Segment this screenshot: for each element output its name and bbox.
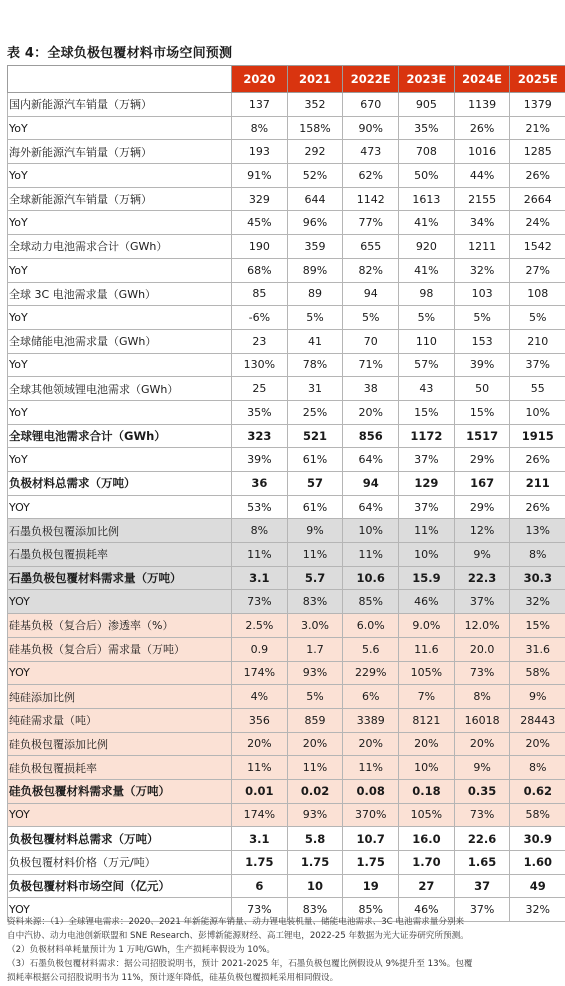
value-cell: 10% <box>510 400 565 424</box>
value-cell: 16.0 <box>399 827 455 851</box>
value-cell: 94 <box>343 282 399 306</box>
row-label: 石墨负极包覆添加比例 <box>8 519 232 543</box>
row-label: 全球其他领域锂电池需求（GWh） <box>8 377 232 401</box>
value-cell: 85% <box>343 898 399 922</box>
value-cell: 8% <box>454 685 510 709</box>
value-cell: 4% <box>232 685 288 709</box>
value-cell: 26% <box>510 495 565 519</box>
value-cell: 174% <box>232 803 288 827</box>
value-cell: 11% <box>399 519 455 543</box>
value-cell: 7% <box>399 685 455 709</box>
table-row <box>8 235 565 259</box>
row-label: 全球锂电池需求合计（GWh） <box>8 424 232 448</box>
value-cell: 3.1 <box>232 827 288 851</box>
value-cell: 1142 <box>343 187 399 211</box>
row-label: YOY <box>8 661 232 685</box>
value-cell: 32% <box>510 898 565 922</box>
value-cell: 35% <box>232 400 288 424</box>
value-cell: 16018 <box>454 708 510 732</box>
value-cell: 24% <box>510 211 565 235</box>
value-cell: 77% <box>343 211 399 235</box>
value-cell: 37% <box>454 590 510 614</box>
row-label: YoY <box>8 353 232 377</box>
note-line: 资料来源：（1）全球锂电需求：2020、2021 年新能源车销量、动力锂电装机量、储能电池需求、3C 电池需求量分别来 <box>7 917 465 927</box>
value-cell: 3.1 <box>232 566 288 590</box>
value-cell: 292 <box>287 140 343 164</box>
value-cell: 91% <box>232 164 288 188</box>
value-cell: 32% <box>454 258 510 282</box>
value-cell: 38 <box>343 377 399 401</box>
value-cell: 50 <box>454 377 510 401</box>
value-cell: 93% <box>287 803 343 827</box>
value-cell: 20% <box>343 732 399 756</box>
value-cell: 20% <box>399 732 455 756</box>
value-cell: 521 <box>287 424 343 448</box>
value-cell: 329 <box>232 187 288 211</box>
value-cell: 52% <box>287 164 343 188</box>
source-notes <box>7 915 565 985</box>
value-cell: 5.8 <box>287 827 343 851</box>
row-label: 纯硅需求量（吨） <box>8 708 232 732</box>
row-label: YOY <box>8 590 232 614</box>
table-row <box>8 116 565 140</box>
value-cell: 15% <box>399 400 455 424</box>
value-cell: 1.75 <box>287 851 343 875</box>
value-cell: 2.5% <box>232 614 288 638</box>
value-cell: 708 <box>399 140 455 164</box>
value-cell: 94 <box>343 472 399 496</box>
row-label: 全球新能源汽车销量（万辆） <box>8 187 232 211</box>
value-cell: 73% <box>454 803 510 827</box>
row-label: 硅负极包覆损耗率 <box>8 756 232 780</box>
value-cell: 1172 <box>399 424 455 448</box>
value-cell: 20% <box>454 732 510 756</box>
value-cell: 5.6 <box>343 637 399 661</box>
value-cell: 73% <box>232 898 288 922</box>
value-cell: 5% <box>454 306 510 330</box>
value-cell: 31.6 <box>510 637 565 661</box>
table-row <box>8 519 565 543</box>
value-cell: 53% <box>232 495 288 519</box>
table-row <box>8 329 565 353</box>
value-cell: 1211 <box>454 235 510 259</box>
value-cell: 1285 <box>510 140 565 164</box>
value-cell: 0.01 <box>232 779 288 803</box>
value-cell: 193 <box>232 140 288 164</box>
value-cell: 1139 <box>454 93 510 117</box>
value-cell: 110 <box>399 329 455 353</box>
table-row <box>8 685 565 709</box>
note-line: 自中汽协、动力电池创新联盟和 SNE Research、彭博新能源财经、高工锂电，2022-25 年数据为光大证券研究所预测。 <box>7 931 469 941</box>
value-cell: 36 <box>232 472 288 496</box>
value-cell: 655 <box>343 235 399 259</box>
row-label: YoY <box>8 306 232 330</box>
value-cell: -6% <box>232 306 288 330</box>
value-cell: 37% <box>510 353 565 377</box>
table-row <box>8 803 565 827</box>
value-cell: 11% <box>343 756 399 780</box>
row-label: YOY <box>8 898 232 922</box>
value-cell: 26% <box>454 116 510 140</box>
value-cell: 1.65 <box>454 851 510 875</box>
value-cell: 61% <box>287 448 343 472</box>
row-label: YoY <box>8 211 232 235</box>
value-cell: 644 <box>287 187 343 211</box>
value-cell: 11% <box>232 756 288 780</box>
value-cell: 2664 <box>510 187 565 211</box>
value-cell: 130% <box>232 353 288 377</box>
value-cell: 15% <box>454 400 510 424</box>
row-label: 负极包覆材料总需求（万吨） <box>8 827 232 851</box>
value-cell: 37% <box>399 495 455 519</box>
value-cell: 89% <box>287 258 343 282</box>
table-row <box>8 590 565 614</box>
value-cell: 85 <box>232 282 288 306</box>
value-cell: 8121 <box>399 708 455 732</box>
value-cell: 20% <box>343 400 399 424</box>
row-label: 国内新能源汽车销量（万辆） <box>8 93 232 117</box>
value-cell: 29% <box>454 448 510 472</box>
value-cell: 11% <box>232 543 288 567</box>
value-cell: 9% <box>454 756 510 780</box>
value-cell: 211 <box>510 472 565 496</box>
value-cell: 22.3 <box>454 566 510 590</box>
value-cell: 158% <box>287 116 343 140</box>
value-cell: 9% <box>510 685 565 709</box>
value-cell: 323 <box>232 424 288 448</box>
header-cell-2024e: 2024E <box>454 66 510 93</box>
value-cell: 39% <box>454 353 510 377</box>
value-cell: 28443 <box>510 708 565 732</box>
value-cell: 50% <box>399 164 455 188</box>
table-row <box>8 827 565 851</box>
table-row <box>8 424 565 448</box>
header-row <box>8 66 565 93</box>
value-cell: 37% <box>399 448 455 472</box>
value-cell: 90% <box>343 116 399 140</box>
table-row <box>8 708 565 732</box>
value-cell: 1613 <box>399 187 455 211</box>
value-cell: 55 <box>510 377 565 401</box>
value-cell: 27 <box>399 874 455 898</box>
value-cell: 1.70 <box>399 851 455 875</box>
value-cell: 1.75 <box>343 851 399 875</box>
value-cell: 25% <box>287 400 343 424</box>
value-cell: 859 <box>287 708 343 732</box>
row-label: YoY <box>8 116 232 140</box>
value-cell: 82% <box>343 258 399 282</box>
value-cell: 21% <box>510 116 565 140</box>
value-cell: 105% <box>399 803 455 827</box>
value-cell: 98 <box>399 282 455 306</box>
row-label: YOY <box>8 495 232 519</box>
value-cell: 5.7 <box>287 566 343 590</box>
table-row <box>8 756 565 780</box>
value-cell: 9.0% <box>399 614 455 638</box>
table-row <box>8 258 565 282</box>
value-cell: 85% <box>343 590 399 614</box>
table-row <box>8 448 565 472</box>
table-row <box>8 566 565 590</box>
table-row <box>8 661 565 685</box>
value-cell: 0.9 <box>232 637 288 661</box>
table-row <box>8 211 565 235</box>
note-line: （2）负极材料单耗量预计为 1 万吨/GWh，生产损耗率假设为 10%。 <box>7 945 275 955</box>
value-cell: 920 <box>399 235 455 259</box>
value-cell: 35% <box>399 116 455 140</box>
table-row <box>8 732 565 756</box>
value-cell: 25 <box>232 377 288 401</box>
value-cell: 58% <box>510 803 565 827</box>
value-cell: 0.02 <box>287 779 343 803</box>
header-cell-2022e: 2022E <box>343 66 399 93</box>
value-cell: 0.62 <box>510 779 565 803</box>
value-cell: 22.6 <box>454 827 510 851</box>
row-label: 负极包覆材料价格（万元/吨） <box>8 851 232 875</box>
value-cell: 73% <box>454 661 510 685</box>
value-cell: 20% <box>232 732 288 756</box>
value-cell: 129 <box>399 472 455 496</box>
value-cell: 30.3 <box>510 566 565 590</box>
table-row <box>8 400 565 424</box>
value-cell: 5% <box>343 306 399 330</box>
header-cell-2023e: 2023E <box>399 66 455 93</box>
row-label: 全球储能电池需求量（GWh） <box>8 329 232 353</box>
row-label: YoY <box>8 258 232 282</box>
value-cell: 1517 <box>454 424 510 448</box>
row-label: 硅负极包覆添加比例 <box>8 732 232 756</box>
header-cell-2020: 2020 <box>232 66 288 93</box>
table-row <box>8 282 565 306</box>
value-cell: 670 <box>343 93 399 117</box>
value-cell: 10 <box>287 874 343 898</box>
value-cell: 20% <box>510 732 565 756</box>
row-label: 硅负极包覆材料需求量（万吨） <box>8 779 232 803</box>
row-label: 硅基负极（复合后）需求量（万吨） <box>8 637 232 661</box>
value-cell: 32% <box>510 590 565 614</box>
table-row <box>8 306 565 330</box>
value-cell: 11.6 <box>399 637 455 661</box>
value-cell: 64% <box>343 495 399 519</box>
value-cell: 8% <box>232 519 288 543</box>
value-cell: 11% <box>343 543 399 567</box>
value-cell: 78% <box>287 353 343 377</box>
value-cell: 13% <box>510 519 565 543</box>
row-label: YoY <box>8 400 232 424</box>
value-cell: 10% <box>399 543 455 567</box>
note-line: （3）石墨负极包覆材料需求：据公司招股说明书，预计 2021-2025 年，石墨负极包覆比例假设从 9%提升至 13%。包覆 <box>7 959 473 969</box>
value-cell: 43 <box>399 377 455 401</box>
value-cell: 352 <box>287 93 343 117</box>
value-cell: 30.9 <box>510 827 565 851</box>
value-cell: 8% <box>510 756 565 780</box>
table-row <box>8 495 565 519</box>
note-line: 损耗率根据公司招股说明书为 11%，预计逐年降低，硅基负极包覆损耗采用相同假设。 <box>7 973 339 983</box>
table-row <box>8 874 565 898</box>
value-cell: 229% <box>343 661 399 685</box>
value-cell: 68% <box>232 258 288 282</box>
row-label: 海外新能源汽车销量（万辆） <box>8 140 232 164</box>
value-cell: 37% <box>454 898 510 922</box>
value-cell: 359 <box>287 235 343 259</box>
value-cell: 73% <box>232 590 288 614</box>
table-row <box>8 543 565 567</box>
header-cell-2025e: 2025E <box>510 66 565 93</box>
value-cell: 370% <box>343 803 399 827</box>
row-label: YoY <box>8 448 232 472</box>
value-cell: 856 <box>343 424 399 448</box>
value-cell: 473 <box>343 140 399 164</box>
value-cell: 26% <box>510 164 565 188</box>
value-cell: 1.60 <box>510 851 565 875</box>
table-row <box>8 614 565 638</box>
value-cell: 1379 <box>510 93 565 117</box>
value-cell: 1.75 <box>232 851 288 875</box>
value-cell: 15% <box>510 614 565 638</box>
value-cell: 5% <box>399 306 455 330</box>
value-cell: 11% <box>287 543 343 567</box>
table-row <box>8 377 565 401</box>
value-cell: 31 <box>287 377 343 401</box>
row-label: 负极包覆材料市场空间（亿元） <box>8 874 232 898</box>
value-cell: 0.18 <box>399 779 455 803</box>
table-row <box>8 187 565 211</box>
value-cell: 12% <box>454 519 510 543</box>
value-cell: 64% <box>343 448 399 472</box>
value-cell: 905 <box>399 93 455 117</box>
value-cell: 89 <box>287 282 343 306</box>
value-cell: 58% <box>510 661 565 685</box>
row-label: YoY <box>8 164 232 188</box>
value-cell: 71% <box>343 353 399 377</box>
value-cell: 49 <box>510 874 565 898</box>
value-cell: 10% <box>343 519 399 543</box>
value-cell: 8% <box>510 543 565 567</box>
value-cell: 19 <box>343 874 399 898</box>
value-cell: 10.7 <box>343 827 399 851</box>
row-label: 石墨负极包覆损耗率 <box>8 543 232 567</box>
value-cell: 1.7 <box>287 637 343 661</box>
value-cell: 103 <box>454 282 510 306</box>
value-cell: 12.0% <box>454 614 510 638</box>
value-cell: 3389 <box>343 708 399 732</box>
value-cell: 93% <box>287 661 343 685</box>
value-cell: 57 <box>287 472 343 496</box>
value-cell: 29% <box>454 495 510 519</box>
table-title: 表 4：全球负极包覆材料市场空间预测 <box>7 46 233 61</box>
value-cell: 6.0% <box>343 614 399 638</box>
value-cell: 34% <box>454 211 510 235</box>
value-cell: 27% <box>510 258 565 282</box>
value-cell: 45% <box>232 211 288 235</box>
row-label: 全球 3C 电池需求量（GWh） <box>8 282 232 306</box>
table-row <box>8 353 565 377</box>
value-cell: 2155 <box>454 187 510 211</box>
header-cell-2021: 2021 <box>287 66 343 93</box>
table-row <box>8 164 565 188</box>
header-cell-label <box>8 66 232 93</box>
value-cell: 26% <box>510 448 565 472</box>
value-cell: 83% <box>287 590 343 614</box>
value-cell: 9% <box>454 543 510 567</box>
market-forecast-table <box>7 65 565 922</box>
value-cell: 6 <box>232 874 288 898</box>
value-cell: 10.6 <box>343 566 399 590</box>
value-cell: 10% <box>399 756 455 780</box>
value-cell: 57% <box>399 353 455 377</box>
value-cell: 0.35 <box>454 779 510 803</box>
value-cell: 20.0 <box>454 637 510 661</box>
row-label: 全球动力电池需求合计（GWh） <box>8 235 232 259</box>
value-cell: 3.0% <box>287 614 343 638</box>
value-cell: 61% <box>287 495 343 519</box>
value-cell: 83% <box>287 898 343 922</box>
table-row <box>8 140 565 164</box>
value-cell: 105% <box>399 661 455 685</box>
value-cell: 356 <box>232 708 288 732</box>
value-cell: 5% <box>287 306 343 330</box>
value-cell: 1915 <box>510 424 565 448</box>
value-cell: 23 <box>232 329 288 353</box>
row-label: 纯硅添加比例 <box>8 685 232 709</box>
value-cell: 5% <box>510 306 565 330</box>
value-cell: 167 <box>454 472 510 496</box>
value-cell: 46% <box>399 590 455 614</box>
value-cell: 190 <box>232 235 288 259</box>
value-cell: 11% <box>287 756 343 780</box>
value-cell: 8% <box>232 116 288 140</box>
table-body <box>8 93 565 922</box>
value-cell: 6% <box>343 685 399 709</box>
value-cell: 41% <box>399 211 455 235</box>
table-row <box>8 93 565 117</box>
value-cell: 1016 <box>454 140 510 164</box>
value-cell: 15.9 <box>399 566 455 590</box>
value-cell: 5% <box>287 685 343 709</box>
value-cell: 37 <box>454 874 510 898</box>
table-row <box>8 779 565 803</box>
value-cell: 41 <box>287 329 343 353</box>
value-cell: 44% <box>454 164 510 188</box>
value-cell: 108 <box>510 282 565 306</box>
value-cell: 0.08 <box>343 779 399 803</box>
value-cell: 96% <box>287 211 343 235</box>
row-label: 硅基负极（复合后）渗透率（%） <box>8 614 232 638</box>
row-label: 负极材料总需求（万吨） <box>8 472 232 496</box>
value-cell: 1542 <box>510 235 565 259</box>
value-cell: 62% <box>343 164 399 188</box>
value-cell: 137 <box>232 93 288 117</box>
value-cell: 39% <box>232 448 288 472</box>
value-cell: 153 <box>454 329 510 353</box>
value-cell: 70 <box>343 329 399 353</box>
row-label: 石墨负极包覆材料需求量（万吨） <box>8 566 232 590</box>
value-cell: 174% <box>232 661 288 685</box>
value-cell: 9% <box>287 519 343 543</box>
table-row <box>8 472 565 496</box>
table-row <box>8 851 565 875</box>
value-cell: 46% <box>399 898 455 922</box>
value-cell: 210 <box>510 329 565 353</box>
table-row <box>8 637 565 661</box>
row-label: YOY <box>8 803 232 827</box>
value-cell: 20% <box>287 732 343 756</box>
value-cell: 41% <box>399 258 455 282</box>
